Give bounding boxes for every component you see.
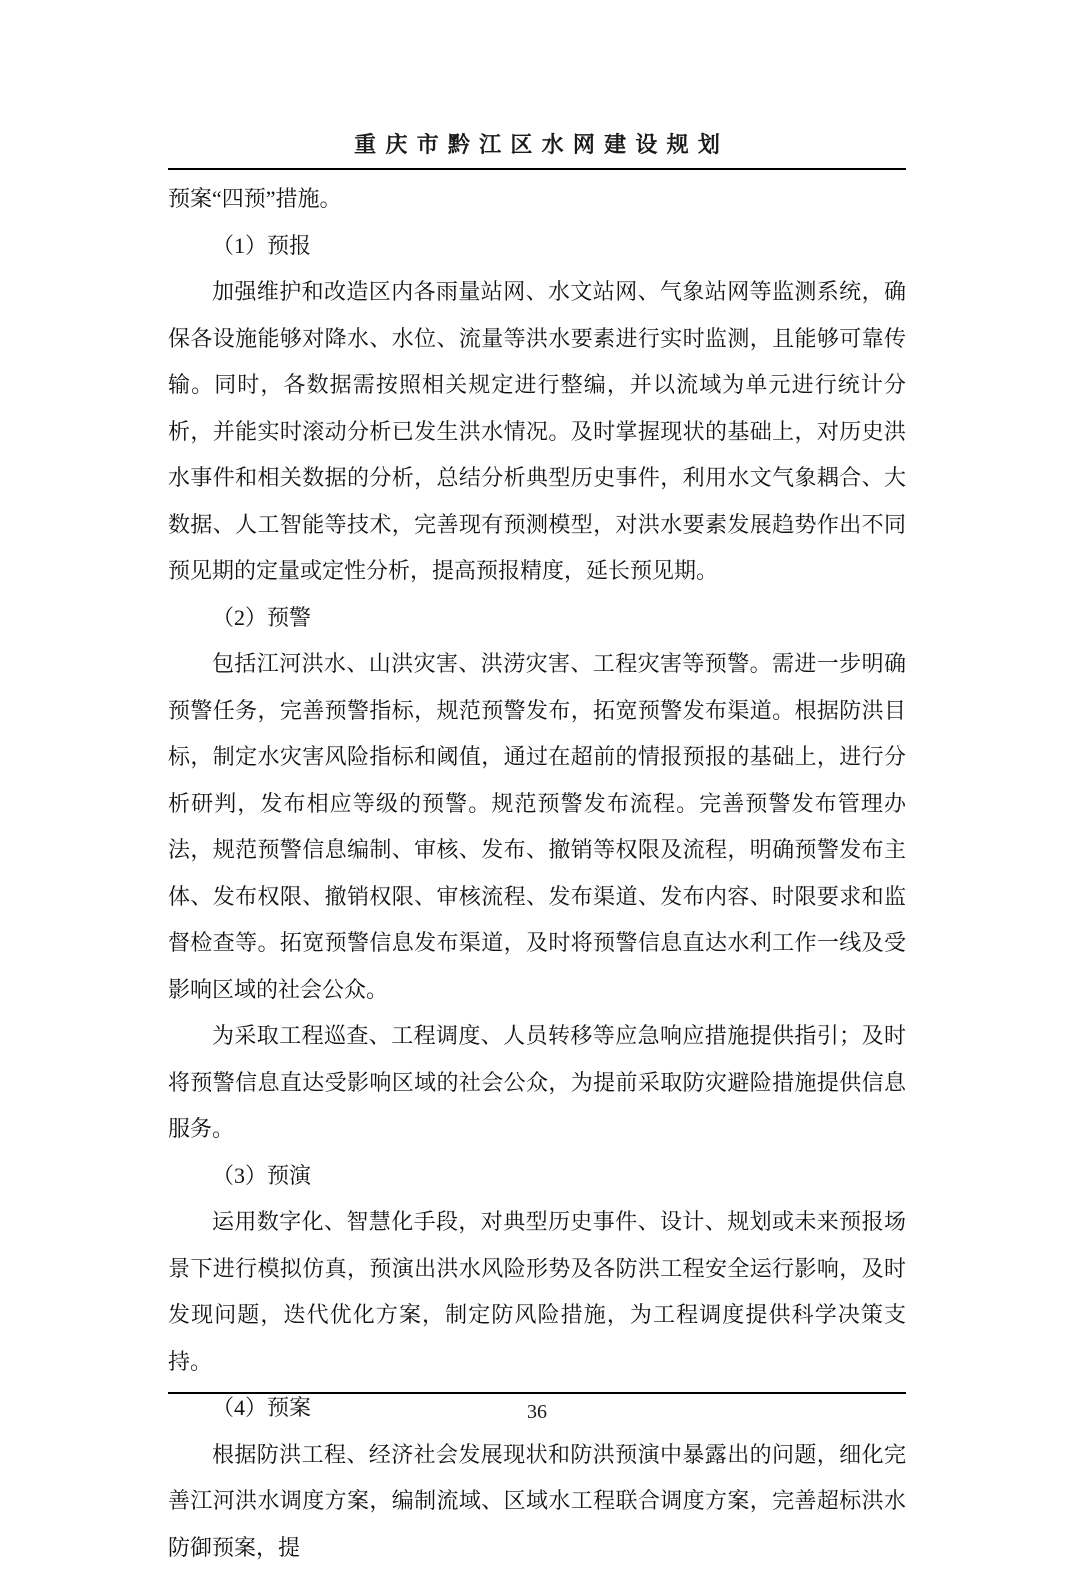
section-heading: （3）预演 [168,1153,906,1200]
page-number: 36 [168,1394,906,1424]
paragraph: 加强维护和改造区内各雨量站网、水文站网、气象站网等监测系统，确保各设施能够对降水、水位、流量等洪水要素进行实时监测，且能够可靠传输。同时，各数据需按照相关规定进行整编，并以流域为单元进行统计分析，并能实时滚动分析已发生洪水情况。及时掌握现状的基础上，对历史洪水事件和相关数据的分析，总结分析典型历史事件，利用水文气象耦合、大数据、人工智能等技术，完善现有预测模型，对洪水要素发展趋势作出不同预见期的定量或定性分析，提高预报精度，延长预见期。 [168,269,906,595]
page-header [168,128,906,170]
paragraph: 根据防洪工程、经济社会发展现状和防洪预演中暴露出的问题，细化完善江河洪水调度方案，编制流域、区域水工程联合调度方案，完善超标洪水防御预案，提 [168,1432,906,1571]
page-footer [168,1392,906,1424]
paragraph: 预案“四预”措施。 [168,176,906,223]
section-heading: （4）预案 [168,1385,906,1432]
page-header-title: 重庆市黔江区水网建设规划 [168,128,906,159]
section-heading: （2）预警 [168,595,906,642]
paragraph: 包括江河洪水、山洪灾害、洪涝灾害、工程灾害等预警。需进一步明确预警任务，完善预警指标，规范预警发布，拓宽预警发布渠道。根据防洪目标，制定水灾害风险指标和阈值，通过在超前的情报预报的基础上，进行分析研判，发布相应等级的预警。规范预警发布流程。完善预警发布管理办法，规范预警信息编制、审核、发布、撤销等权限及流程，明确预警发布主体、发布权限、撤销权限、审核流程、发布渠道、发布内容、时限要求和监督检查等。拓宽预警信息发布渠道，及时将预警信息直达水利工作一线及受影响区域的社会公众。 [168,641,906,1013]
section-heading: （1）预报 [168,223,906,270]
paragraph: 运用数字化、智慧化手段，对典型历史事件、设计、规划或未来预报场景下进行模拟仿真，预演出洪水风险形势及各防洪工程安全运行影响，及时发现问题，迭代优化方案，制定防风险措施，为工程调度提供科学决策支持。 [168,1199,906,1385]
document-body [168,176,906,1392]
paragraph: 为采取工程巡查、工程调度、人员转移等应急响应措施提供指引；及时将预警信息直达受影响区域的社会公众，为提前采取防灾避险措施提供信息服务。 [168,1013,906,1153]
